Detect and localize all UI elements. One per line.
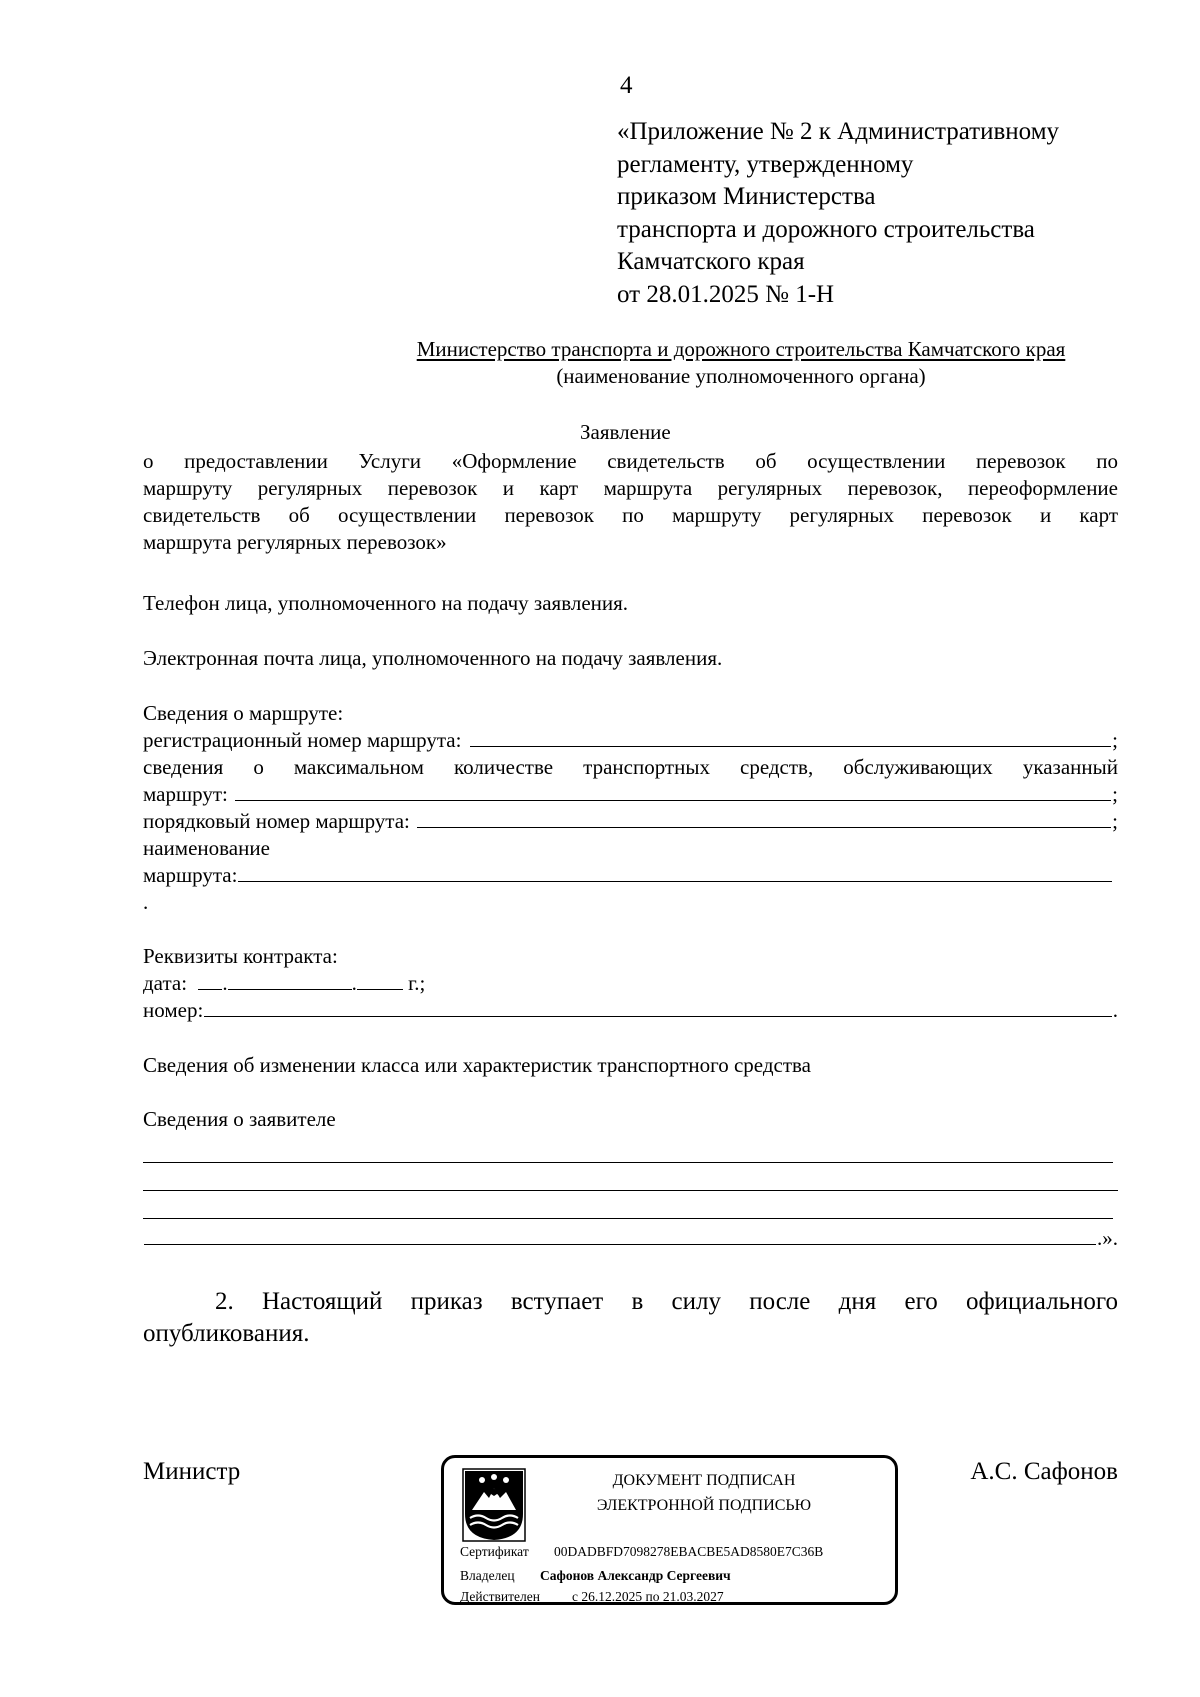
route-name-row [143, 862, 1113, 889]
appendix-line: транспорта и дорожного строительства [617, 215, 1035, 243]
appendix-line: Камчатского края [617, 248, 805, 275]
end-dot: . [1112, 998, 1118, 1022]
stamp-heading-line: ЭЛЕКТРОННОЙ ПОДПИСЬЮ [596, 1497, 812, 1514]
contract-date-day-field[interactable] [198, 970, 222, 990]
route-name-label-cont: маршрута: [143, 863, 238, 887]
route-max-vehicles-label-cont: маршрут: [143, 782, 228, 806]
route-max-vehicles-label: сведения о максимальном количестве транспортных средств, обслуживающих указанный [143, 755, 1118, 779]
contract-year-suffix: г.; [402, 971, 426, 995]
stamp-certificate-value: 00DADBFD7098278EBACBE5AD8580E7C36B [554, 1544, 824, 1559]
contract-date-month-field[interactable] [228, 970, 352, 990]
subject-line: свидетельств об осуществлении перевозок по маршруту регулярных перевозок и карт [143, 503, 1118, 527]
applicant-field-line[interactable] [143, 1218, 1113, 1219]
application-subject [143, 448, 1118, 556]
route-max-vehicles-row1 [143, 754, 1118, 781]
contract-number-row [143, 997, 1118, 1024]
route-order-number-row [143, 808, 1118, 835]
route-order-number-label: порядковый номер маршрута: [143, 809, 410, 833]
stamp-valid-row [460, 1589, 724, 1605]
contract-number-field[interactable] [204, 997, 1111, 1017]
signatory-name: А.С. Сафонов [970, 1458, 1118, 1485]
signatory-position: Министр [143, 1458, 241, 1485]
stamp-valid-value: с 26.12.2025 по 21.03.2027 [572, 1589, 724, 1604]
contract-number-label: номер: [143, 998, 204, 1022]
phone-label: Телефон лица, уполномоченного на подачу заявления. [143, 591, 629, 615]
stamp-heading [554, 1468, 854, 1518]
route-reg-number-field[interactable] [470, 727, 1111, 747]
stamp-owner-value: Сафонов Александр Сергеевич [540, 1568, 731, 1583]
date-separator: . [222, 971, 228, 995]
appendix-header [617, 116, 1059, 311]
subject-line: о предоставлении Услуги «Оформление свидетельств об осуществлении перевозок по [143, 449, 1118, 473]
applicant-field-line[interactable] [143, 1162, 1113, 1163]
appendix-line: «Приложение № 2 к Административному [617, 118, 1060, 145]
route-reg-number-label: регистрационный номер маршрута: [143, 728, 462, 752]
applicant-closing: .». [1097, 1226, 1118, 1250]
date-separator: . [351, 971, 357, 995]
stamp-heading-line: ДОКУМЕНТ ПОДПИСАН [612, 1472, 796, 1489]
appendix-line: регламенту, утвержденному [617, 150, 914, 178]
semicolon: ; [1112, 782, 1118, 806]
applicant-last-row [143, 1225, 1118, 1252]
order-line: опубликования. [143, 1320, 310, 1347]
route-reg-number-row [143, 727, 1118, 754]
vehicle-changes-label: Сведения об изменении класса или характеристик транспортного средства [143, 1053, 811, 1077]
contract-date-row [143, 970, 425, 997]
route-order-number-field[interactable] [417, 808, 1111, 828]
appendix-line: от 28.01.2025 № 1-Н [617, 280, 835, 308]
authority-caption: (наименование уполномоченного органа) [556, 364, 926, 388]
email-label: Электронная почта лица, уполномоченного на подачу заявления. [143, 646, 723, 670]
subject-line: маршруту регулярных перевозок и карт маршрута регулярных перевозок, переоформление [143, 476, 1118, 500]
authority-name: Министерство транспорта и дорожного строительства Камчатского края [416, 337, 1066, 361]
semicolon: ; [1112, 728, 1118, 752]
contract-heading: Реквизиты контракта: [143, 944, 338, 968]
e-signature-stamp [441, 1455, 898, 1605]
stamp-owner-label: Владелец [460, 1568, 515, 1583]
application-title: Заявление [580, 420, 671, 444]
route-heading: Сведения о маршруте: [143, 701, 344, 725]
stamp-certificate-label: Сертификат [460, 1544, 529, 1559]
route-stray-dot: . [143, 890, 149, 914]
order-line: 2. Настоящий приказ вступает в силу после дня его официального [215, 1288, 1118, 1315]
authority-block [364, 336, 1118, 390]
applicant-field-line[interactable] [144, 1225, 1096, 1245]
stamp-certificate-row [460, 1544, 823, 1560]
stamp-valid-label: Действителен [460, 1589, 540, 1604]
order-paragraph [143, 1286, 1118, 1350]
applicant-field-line[interactable] [143, 1190, 1118, 1191]
page-number: 4 [620, 72, 633, 99]
contract-date-label: дата: [143, 971, 188, 995]
route-max-vehicles-field[interactable] [235, 781, 1111, 801]
appendix-line: приказом Министерства [617, 183, 876, 210]
contract-date-year-field[interactable] [357, 970, 403, 990]
route-name-field[interactable] [238, 862, 1112, 882]
kamchatka-coat-of-arms-icon [462, 1468, 526, 1542]
subject-line: маршрута регулярных перевозок» [143, 530, 447, 554]
route-max-vehicles-row2 [143, 781, 1118, 808]
route-name-label: наименование [143, 836, 270, 860]
applicant-heading: Сведения о заявителе [143, 1107, 336, 1131]
stamp-owner-row [460, 1568, 731, 1584]
semicolon: ; [1112, 809, 1118, 833]
